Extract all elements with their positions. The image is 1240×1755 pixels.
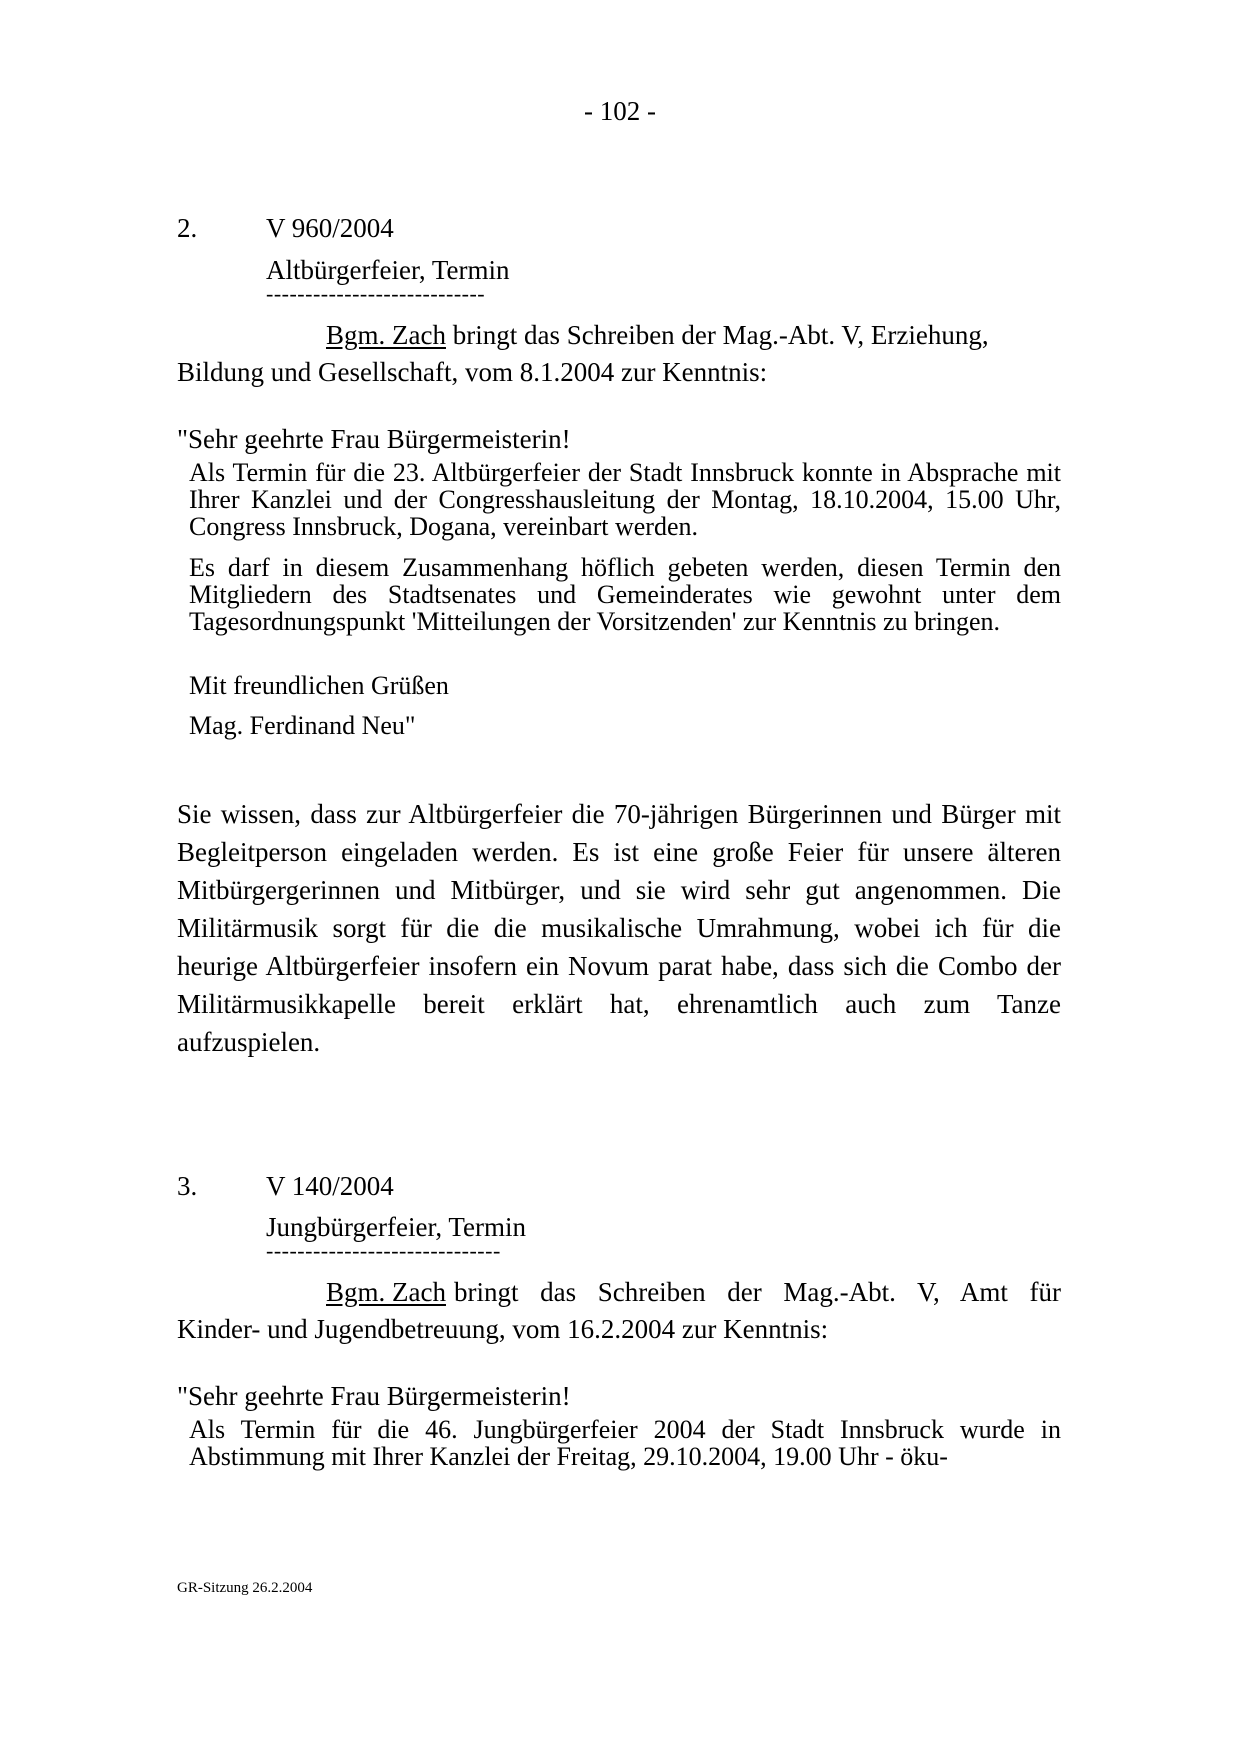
title-rule: ------------------------------	[266, 1238, 501, 1263]
intro-text: bringt das Schreiben der Mag.-Abt. V, Amt für	[453, 1277, 1061, 1307]
footer: GR-Sitzung 26.2.2004	[177, 1580, 313, 1596]
item-code: V 140/2004	[266, 1171, 394, 1201]
item-title: Altbürgerfeier, Termin	[266, 255, 510, 285]
intro-line-2: Bildung und Gesellschaft, vom 8.1.2004 zur Kenntnis:	[177, 357, 768, 387]
intro-text: bringt das Schreiben der Mag.-Abt. V, Erziehung,	[452, 320, 989, 350]
item-title: Jungbürgerfeier, Termin	[266, 1212, 526, 1242]
speaker-comment: Sie wissen, dass zur Altbürgerfeier die 70-jährigen Bürgerinnen und Bürger mit Begleitperson eingeladen werden. Es ist eine große Feier für unsere älteren Mitbürgergerinnen und Mitbürger, und sie wird sehr gut angenommen. Die Militärmusik sorgt für die die musikalische Umrahmung, wobei ich für die heurige Altbürgerfeier insofern ein Novum parat habe, dass sich die Combo der Militärmusikkapelle bereit erklärt hat, ehrenamtlich auch zum Tanze aufzuspielen.	[177, 799, 1061, 1057]
page-number: - 102 -	[584, 96, 656, 126]
letter-closing: Mit freundlichen Grüßen	[189, 671, 449, 700]
item-code: V 960/2004	[266, 213, 394, 243]
salutation: "Sehr geehrte Frau Bürgermeisterin!	[177, 424, 571, 454]
letter-paragraph: Es darf in diesem Zusammenhang höflich gebeten werden, diesen Termin den Mitgliedern des Stadtsenates und Gemeinderates wie gewohnt unter dem Tagesordnungspunkt 'Mitteilungen der Vorsitzenden' zur Kenntnis zu bringen.	[189, 553, 1061, 636]
intro-line	[326, 316, 1058, 354]
title-rule: ----------------------------	[266, 281, 486, 306]
letter-paragraph: Als Termin für die 46. Jungbürgerfeier 2004 der Stadt Innsbruck wurde in Abstimmung mit Ihrer Kanzlei der Freitag, 29.10.2004, 19.00 Uhr - öku-	[189, 1415, 1061, 1471]
speaker-name: Bgm. Zach	[326, 320, 446, 350]
intro-line-2: Kinder- und Jugendbetreuung, vom 16.2.2004 zur Kenntnis:	[177, 1314, 829, 1344]
letter-paragraph: Als Termin für die 23. Altbürgerfeier der Stadt Innsbruck konnte in Absprache mit Ihrer Kanzlei und der Congresshausleitung der Montag, 18.10.2004, 15.00 Uhr, Congress Innsbruck, Dogana, vereinbart werden.	[189, 458, 1061, 541]
letter-signature: Mag. Ferdinand Neu"	[189, 711, 416, 740]
salutation: "Sehr geehrte Frau Bürgermeisterin!	[177, 1381, 571, 1411]
item-number: 3.	[177, 1171, 198, 1201]
speaker-name: Bgm. Zach	[326, 1277, 446, 1307]
item-number: 2.	[177, 213, 198, 243]
intro-line	[326, 1273, 1061, 1311]
